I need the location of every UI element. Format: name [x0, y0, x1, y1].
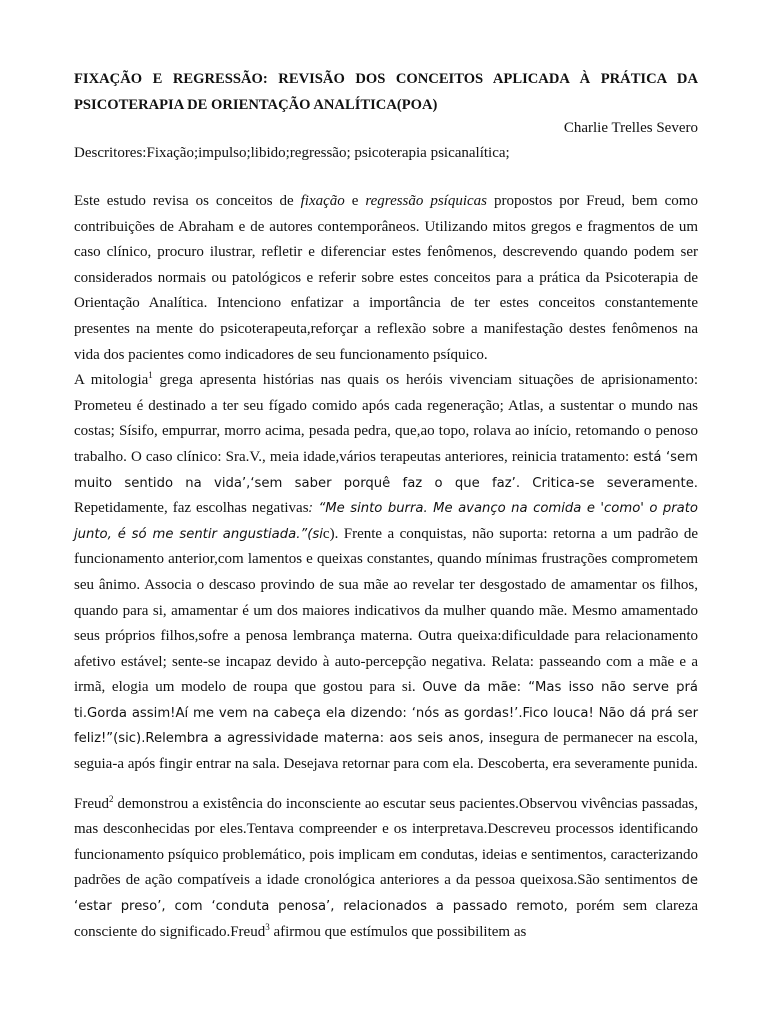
- footnote-ref-3: 3: [265, 921, 270, 932]
- freud-text-4: afirmou que estímulos que possibilitem as: [269, 923, 527, 940]
- freud-paragraph: [74, 792, 698, 946]
- document-title: [74, 66, 698, 118]
- document-body: [74, 189, 698, 945]
- title-line-1: FIXAÇÃO E REGRESSÃO: REVISÃO DOS CONCEITOS APLICADA À PRÁTICA DA: [74, 71, 698, 87]
- freud-text-1: Freud: [74, 795, 109, 812]
- descriptors-line: Descritores:Fixação;impulso;libido;regressão; psicoterapia psicanalítica;: [74, 145, 510, 161]
- abstract-text-3: propostos por Freud, bem como contribuições de Abraham e de autores contemporâneos. Utilizando mitos gregos e fragmentos de um caso clínico, procuro ilustrar, refletir e diferenciar estes fenômenos, descrevendo quando podem ser considerados normais ou patológicos e referir sobre estes conceitos para a prática da Psicoterapia de Orientação Analítica. Intenciono enfatizar a importância de ter estes conceitos constantemente presentes na mente do psicoterapeuta,reforçar a reflexão sobre a manifestação destes fenômenos na vida dos pacientes como indicadores de seu funcionamento psíquico.: [74, 193, 698, 363]
- abstract-text-2: e: [344, 193, 366, 209]
- patient-quote-1: está ‘sem muito sentido na vida’,‘sem saber porquê faz o que faz’. Critica-se severamente.: [74, 449, 698, 491]
- term-fixacao: fixação: [300, 193, 345, 209]
- mythology-text-3: Repetidamente, faz escolhas negativas: [74, 500, 309, 517]
- footnote-ref-2: 2: [109, 793, 114, 804]
- mythology-text-1: A mitologia: [74, 372, 149, 389]
- mythology-paragraph: [74, 368, 698, 778]
- patient-quote-3: Ouve da mãe: “Mas isso não serve prá ti.Gorda assim!Aí me vem na cabeça ela dizendo: ‘nós as gordas!’.Fico louca! Não dá prá ser feliz!”(sic).Relembra a agressividade materna: aos seis anos,: [74, 680, 698, 747]
- author-name: Charlie Trelles Severo: [563, 120, 698, 136]
- mythology-text-5: insegura de permanecer na escola, seguia-a após fingir entrar na sala. Desejava retornar para com ela. Descoberta, era severamente punida.: [74, 730, 698, 773]
- freud-text-3: porém sem clareza consciente do significado.Freud: [74, 898, 698, 940]
- footnote-ref-1: 1: [148, 370, 153, 381]
- term-regressao: regressão psíquicas: [365, 193, 488, 209]
- mythology-text-2: grega apresenta histórias nas quais os heróis vivenciam situações de aprisionamento: Prometeu é destinado a ter seu fígado comido após cada regeneração; Atlas, a sustentar o mundo nas costas; Sísifo, empurrar, morro acima, pesada pedra, que,ao topo, rolava ao início, retomando o penoso trabalho. O caso clínico: Sra.V., meia idade,vários terapeutas anteriores, reinicia tratamento:: [74, 372, 699, 465]
- mythology-text-4: c). Frente a conquistas, não suporta: retorna a um padrão de funcionamento anterior,com lamentos e queixas constantes, quando mínimas frustrações comprometem seu ânimo. Associa o descaso provindo de sua mãe ao revelar ter desgostado de amamentar os filhos, quando para si, amamentar é um dos maiores indicativos da mulher quando mãe. Mesmo amamentado seus próprios filhos,sofre a penosa lembrança materna. Outra queixa:dificuldade para relacionamento afetivo estável; sente-se incapaz devido à auto-percepção negativa. Relata: passeando com a mãe e a irmã, elogia um modelo de roupa que gostou para si.: [74, 525, 698, 696]
- abstract-text-1: Este estudo revisa os conceitos de: [74, 193, 301, 209]
- patient-quote-2: : “Me sinto burra. Me avanço na comida e 'como' o prato junto, é só me sentir angustiada.”(si: [74, 501, 698, 542]
- abstract-paragraph: [74, 189, 698, 368]
- freud-text-2: demonstrou a existência do inconsciente ao escutar seus pacientes.Observou vivências passadas, mas desconhecidas por eles.Tentava compreender e os interpretava.Descreveu processos identificando funcionamento psíquico problemático, pois implicam em condutas, ideias e sentimentos, caracterizando padrões de ação compatíveis a idade cronológica anteriores a da pessoa queixosa.São sentimentos: [74, 795, 698, 889]
- title-line-2: PSICOTERAPIA DE ORIENTAÇÃO ANALÍTICA(POA): [74, 97, 438, 113]
- patient-quote-4: de ‘estar preso’, com ‘conduta penosa’, relacionados a passado remoto,: [74, 873, 698, 915]
